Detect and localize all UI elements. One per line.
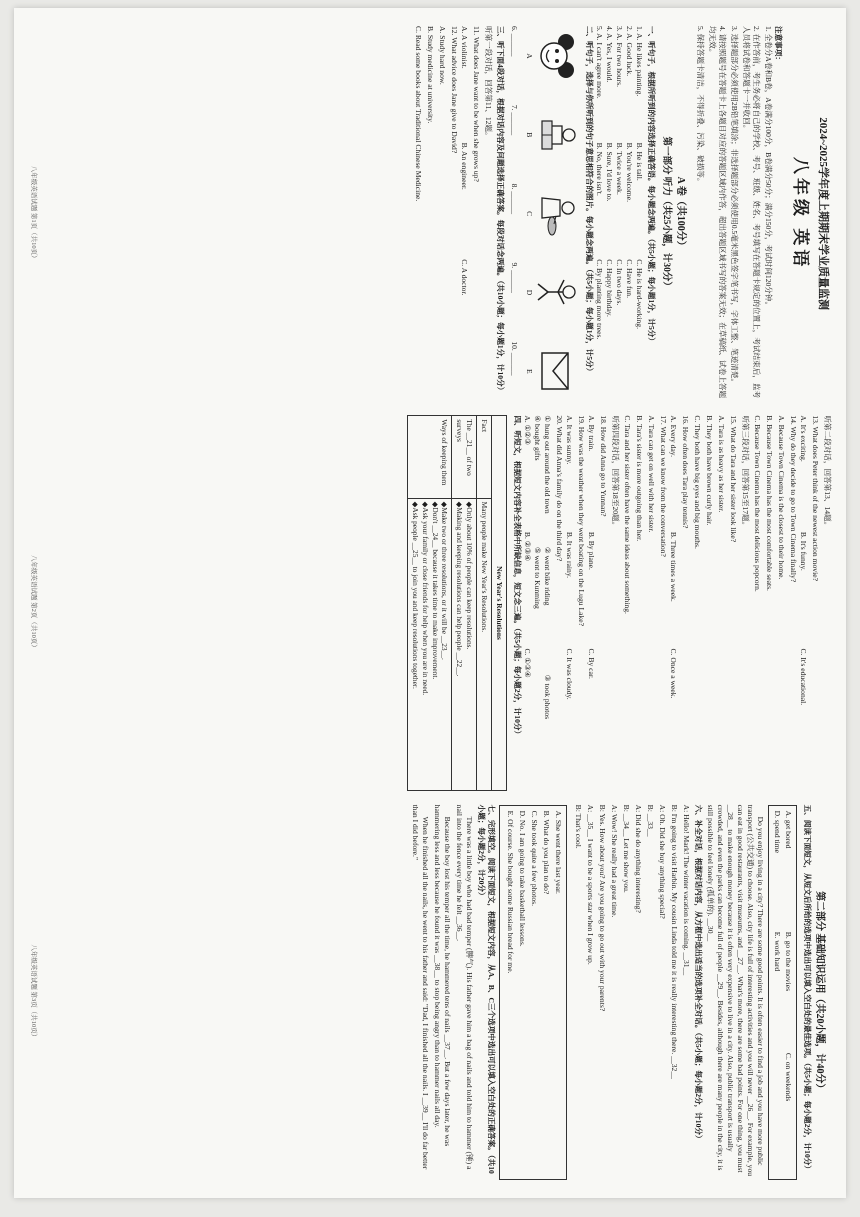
option-a: A. Tara can get on well with her sister. <box>646 415 656 533</box>
box-option: E. Of course. She bought some Russian bread for me. <box>506 810 516 974</box>
page-column-2 <box>28 415 832 790</box>
dialog-line: A: __35__ I want to be a sports star when I grow up. <box>585 804 595 965</box>
option-c: C. He is hard-working. <box>635 259 645 329</box>
question-row <box>624 26 634 401</box>
table-row-header: Fact <box>477 416 492 498</box>
picture-label: A <box>525 53 535 59</box>
notice-item: 5. 保持答题卡清洁，不得折叠、污染、破损等。 <box>695 26 705 186</box>
part1-heading: 第一部分 听力（共25小题，计30分） <box>660 136 671 291</box>
paper-a-heading: A 卷（共100分） <box>674 176 686 251</box>
resolutions-table <box>407 415 506 790</box>
option-c: C. Because Town Cinema has the most delicious popcorn. <box>752 415 762 592</box>
picture-e <box>524 341 578 401</box>
page-footer-3: 八年级英语试题 第3页（共10页） <box>29 944 37 1041</box>
option-b: B. Because Town Cinema has the most comfortable seats. <box>764 415 774 591</box>
person-cooking-icon <box>534 188 578 240</box>
envelope-icon <box>534 345 578 397</box>
option-a: 5. A. I can't agree more. <box>595 26 605 99</box>
page-column-1 <box>28 26 832 401</box>
notice-item: 4. 请按照题号在答题卡上各题目对应的答题区域内作答，超出答题区域书写的答案无效；在草稿纸、试卷上答题均无效。 <box>707 26 727 399</box>
rotated-page-content <box>14 8 846 1198</box>
dialog-line: B: __33__ <box>645 804 655 837</box>
notice-item: 3. 选择题部分必须使用2B铅笔填涂；非选择题部分必须使用0.5毫米黑色签字笔书写，字体工整、笔迹清楚。 <box>729 26 739 387</box>
picture-a <box>524 26 578 86</box>
answer-blank: 8. ______ <box>510 183 520 215</box>
question-18: 18. How did Anna go to Yunnan? <box>598 415 608 517</box>
notice-item: 2. 在作答前，考生务必将自己的学校、考号、班级、姓名、考号填写在答题卡规定的位置上，考试结束后，监考人员将试卷和答题卡一并收回。 <box>742 26 762 399</box>
option-b: B. It's funny. <box>798 531 808 571</box>
answer-blank: 6. ______ <box>510 26 520 57</box>
table-cell: ◆Make two or three resolutions, or it will be __23__. ◆Don't __24__ because it takes time to make improvement. ◆Ask your family or close friends for help when you are in need. ◆Ask people __25__ to join you and keep resolutions together. <box>408 498 452 790</box>
option-b: B. Tara's sister is more outgoing than her. <box>634 415 644 542</box>
activity-item: ⑤ went to Kunming <box>532 546 542 609</box>
option-b: B. Sure, I'd love to. <box>605 142 615 202</box>
table-cell: ◆Only about 10% of people can keep resolutions. ◆Making and keeping resolutions can help people __22__. <box>452 498 477 790</box>
question-19-options <box>564 415 574 790</box>
table-row-header: Ways of keeping them <box>408 416 452 498</box>
question-12: 12. What advice does Jane give to David? <box>450 26 459 154</box>
box-option: D. spend time <box>772 810 782 854</box>
question-13: 13. What does Peter think of the newest action movie? <box>810 415 820 581</box>
box-option: C. She took quite a few photos. <box>530 810 540 906</box>
person-reading-icon <box>534 109 578 161</box>
option-b: B. They both have brown curly hair. <box>704 415 714 526</box>
option-b: B. No, there isn't. <box>595 142 605 196</box>
section3-intro-3: 听第三段对话，回答第15至17题。 <box>740 415 750 530</box>
option-c: C. Read some books about Traditional Chinese Medicine. <box>413 26 423 202</box>
question-row <box>614 26 624 401</box>
option-c: C. They both have big eyes and big mouths. <box>692 415 702 549</box>
section1-questions <box>594 26 644 401</box>
option-b: B. He is tall. <box>635 142 645 181</box>
option-b: B. Three times a week. <box>668 531 678 602</box>
table-row <box>477 416 492 790</box>
option-a: A. A violinist. <box>460 26 470 69</box>
question-18-options <box>586 415 596 790</box>
option-a: A. It's exciting. <box>798 415 808 462</box>
dialog-line: A: Did she do anything interesting? <box>633 804 643 913</box>
notice-heading: 注意事项： <box>774 26 784 64</box>
box-option: A. get bored <box>783 810 793 849</box>
box-option: B. go to the movies <box>783 931 793 992</box>
activity-item: ① hung out around the old town <box>542 415 552 514</box>
section5-title: 五、阅读下面短文，从短文后所给的选项中选出可以填入空白处的最佳选项。（共5小题；每小题2分，计10分） <box>802 804 812 1173</box>
picture-answer-row <box>509 26 519 401</box>
question-row <box>634 26 644 401</box>
option-a: 2. A. Good luck. <box>625 26 635 77</box>
option-a: A. It was sunny. <box>564 415 574 465</box>
question-20: 20. What did Anna's family do on the third day? <box>554 415 564 562</box>
dialog-line: A: Oh. Did she buy anything special? <box>657 804 667 919</box>
dialog-line: B: Yes. How about you? Are you going to go out with your parents? <box>597 804 607 1012</box>
notice-list <box>693 26 773 401</box>
section3-intro-4: 听第四段对话，回答第18至20题。 <box>610 415 620 530</box>
dialog-line: B: __34__ Let me show you. <box>621 804 631 893</box>
question-15: 15. What do Tara and her sister look like? <box>728 415 738 543</box>
section7-title: 七、完形填空。阅读下面短文，根据短文内容，从A、B、C三个选项中选出可以填入空白处的正确答案。（共10小题；每小题2分，计20分） <box>477 804 497 1174</box>
question-13-options <box>798 415 808 790</box>
activity-item: ③ took photos <box>542 674 552 720</box>
subject-title: 八年级 英语 <box>791 157 811 271</box>
table-row <box>452 416 477 790</box>
table-row <box>408 416 452 790</box>
question-11-options <box>459 26 469 401</box>
option-a: 3. A. For two hours. <box>615 26 625 87</box>
option-b: B. You're welcome. <box>625 142 635 202</box>
picture-label: D <box>525 289 535 296</box>
option-c: C. Once a week. <box>668 648 678 699</box>
option-a: A. ①②③ <box>522 415 532 446</box>
mouse-character-icon <box>534 30 578 82</box>
table-title: New Year's Resolutions <box>491 416 506 790</box>
picture-b <box>524 105 578 165</box>
question-17: 17. What can we know from the conversation? <box>658 415 668 557</box>
option-box-5 <box>768 805 797 1180</box>
dialog-line: B: I'm going to visit Harbin. My cousin Linda told me it is really interesting there. __32__ <box>669 804 679 1079</box>
option-a: A. Study hard now. <box>437 26 447 85</box>
exam-title: 2024~2025学年度上期期末学业质量监测 <box>817 117 829 311</box>
option-a: A. Tara is as heavy as her sister. <box>716 415 726 513</box>
picture-d <box>524 262 578 322</box>
dialog-line: B: That's cool. <box>573 804 583 849</box>
option-c: C. By planting more trees. <box>595 259 605 340</box>
section2-title: 二、听句子，选择与你所听到的句子意思相符合的图片。每小题念两遍。（共5小题；每小题1分，计5分） <box>585 26 595 376</box>
option-b: B. Twice a week. <box>615 142 625 195</box>
part2-heading: 第二部分 基础知识运用（共20小题，计40分） <box>814 891 825 1094</box>
section6-title: 六、补全对话，根据对话内容，从方框中选出适当的选项补全对话。（共5小题；每小题2分，计10分） <box>693 804 703 1143</box>
option-b: B. By plane. <box>586 531 596 570</box>
option-b: B. An engineer. <box>460 142 470 190</box>
dialog <box>571 805 691 1180</box>
box-option: D. No. I am going to take basketball lessons. <box>518 810 528 947</box>
picture-label: E <box>525 368 535 374</box>
answer-blank: 7. ______ <box>510 104 520 136</box>
table-row-header: The __21__ of two surveys <box>452 416 477 498</box>
picture-label: C <box>525 211 535 217</box>
dialog-line: A: Hello! Mark! The winter vacation is coming. __31__ <box>681 804 691 976</box>
option-a: A. Because Town Cinema is the closest to their home. <box>776 415 786 580</box>
section1-title: 一、听句子，根据所听到的内容选择正确答语。每小题念两遍。（共5小题；每小题1分，计5分） <box>647 26 657 345</box>
option-c: C. By car. <box>586 648 596 679</box>
option-c: C. ①③④ <box>522 648 532 678</box>
option-c: C. Happy birthday. <box>605 259 615 317</box>
option-c: C. In two days. <box>615 259 625 306</box>
question-row <box>604 26 614 401</box>
exam-sheet <box>14 8 846 1198</box>
activity-item: ④ bought gifts <box>532 415 542 461</box>
page-column-3 <box>28 805 832 1180</box>
dialog-line: A: Wow! She really had a great time. <box>609 804 619 918</box>
question-14: 14. Why do they decide to go to Town Cinema finally? <box>788 415 798 583</box>
question-16-options <box>668 415 678 790</box>
table-cell: Many people make New Year's Resolutions. <box>477 498 492 790</box>
box-option: C. on weekends <box>783 1052 793 1102</box>
section3-intro-2: 听第二段对话，回答第13、14题。 <box>823 415 832 530</box>
section3-title: 三、听下面4段对话，根据对话内容及问题选择正确答案。每段对话念两遍。（共10小题；每小题1分，计10分） <box>496 26 506 395</box>
picture-label: B <box>525 132 535 138</box>
picture-row <box>524 26 578 401</box>
option-a: A. Every day. <box>668 415 678 458</box>
option-box-6 <box>499 805 567 1180</box>
section4-title: 四、听短文，根据短文内容补全表格中所缺信息，短文念三遍。（共5小题；每小题2分，计10分） <box>512 415 522 739</box>
section3-intro: 听第一段对话，回答第11、12题。 <box>484 26 494 140</box>
option-c: C. It was cloudy. <box>564 648 574 700</box>
option-a: 4. A. Yes, I would. <box>605 26 615 83</box>
option-b: B. It was rainy. <box>564 531 574 579</box>
section7-paragraph: Because the boy lost his temper all the time, he hammered tens of nails __37__. But a few days later, he was hammering less and less because he found it was __38__ to stop being angry than to hammer nails all day. <box>433 804 453 1147</box>
box-option: E. work hard <box>772 931 782 972</box>
option-a: A. By train. <box>586 415 596 452</box>
page-footer-2: 八年级英语试题 第2页（共10页） <box>29 555 37 651</box>
option-c: C. Have fun. <box>625 259 635 298</box>
answer-blank: 10. ______ <box>510 341 520 376</box>
question-19: 19. How was the weather when they went boating on the Lugu Lake? <box>576 415 586 626</box>
question-11: 11. What does Jane want to be when she grows up? <box>472 26 482 182</box>
page-footer-1: 八年级英语试题 第1页（共10页） <box>29 165 37 262</box>
option-c: C. It's educational. <box>798 648 808 706</box>
section7-paragraph: There was a little boy who had bad temper (脾气). His father gave him a bag of nails and told him to hammer (锤) a nail into the fence every time he felt __36__. <box>455 804 475 1170</box>
section7-paragraph: When he finished all the nails, he went to his father and said: "Dad, I finished all the nails. I __39__ I'll do far better than I did before." <box>411 804 431 1170</box>
question-20-activities <box>532 415 552 790</box>
option-c: C. Tara and her sister often have the same ideas about something. <box>622 415 632 614</box>
box-option: B. What do you plan to do? <box>542 810 552 895</box>
answer-blank: 9. ______ <box>510 262 520 293</box>
picture-c <box>524 184 578 244</box>
section5-passage: Do you enjoy living in a city? There are some good points. It is often easier to find a job and you have more public transport (公共交通) to choose. Also, city life is full of interesting activities and you will never __26__. For example, you can eat in good restaurants, visit museums, and __27__. What's more, there are some bad points. For one thing, you must __28__ to make enough money because it is often very expensive to live in a city. Also, public transport is usually crowded, and even the parks can become full of people __29__. Besides, although there are many people in the city, it is still possible to feel lonely (孤单的). __30__ <box>705 804 765 1177</box>
option-c: C. A doctor. <box>460 259 470 296</box>
person-exercising-icon <box>534 266 578 318</box>
activity-item: ② went bike riding <box>542 546 552 606</box>
question-row <box>594 26 604 401</box>
notice-item: 1. 全卷分A卷和B卷，A卷满分100分，B卷满分50分；满分150分，考试时间120分钟。 <box>764 26 774 310</box>
question-20-options <box>522 415 532 790</box>
question-16: 16. How often does Tara play tennis? <box>680 415 690 529</box>
box-option: A. She went there last year. <box>554 810 564 894</box>
option-b: B. Study medicine at university. <box>425 26 435 124</box>
option-a: 1. A. He likes painting. <box>635 26 645 97</box>
option-b: B. ②③④ <box>522 531 532 562</box>
